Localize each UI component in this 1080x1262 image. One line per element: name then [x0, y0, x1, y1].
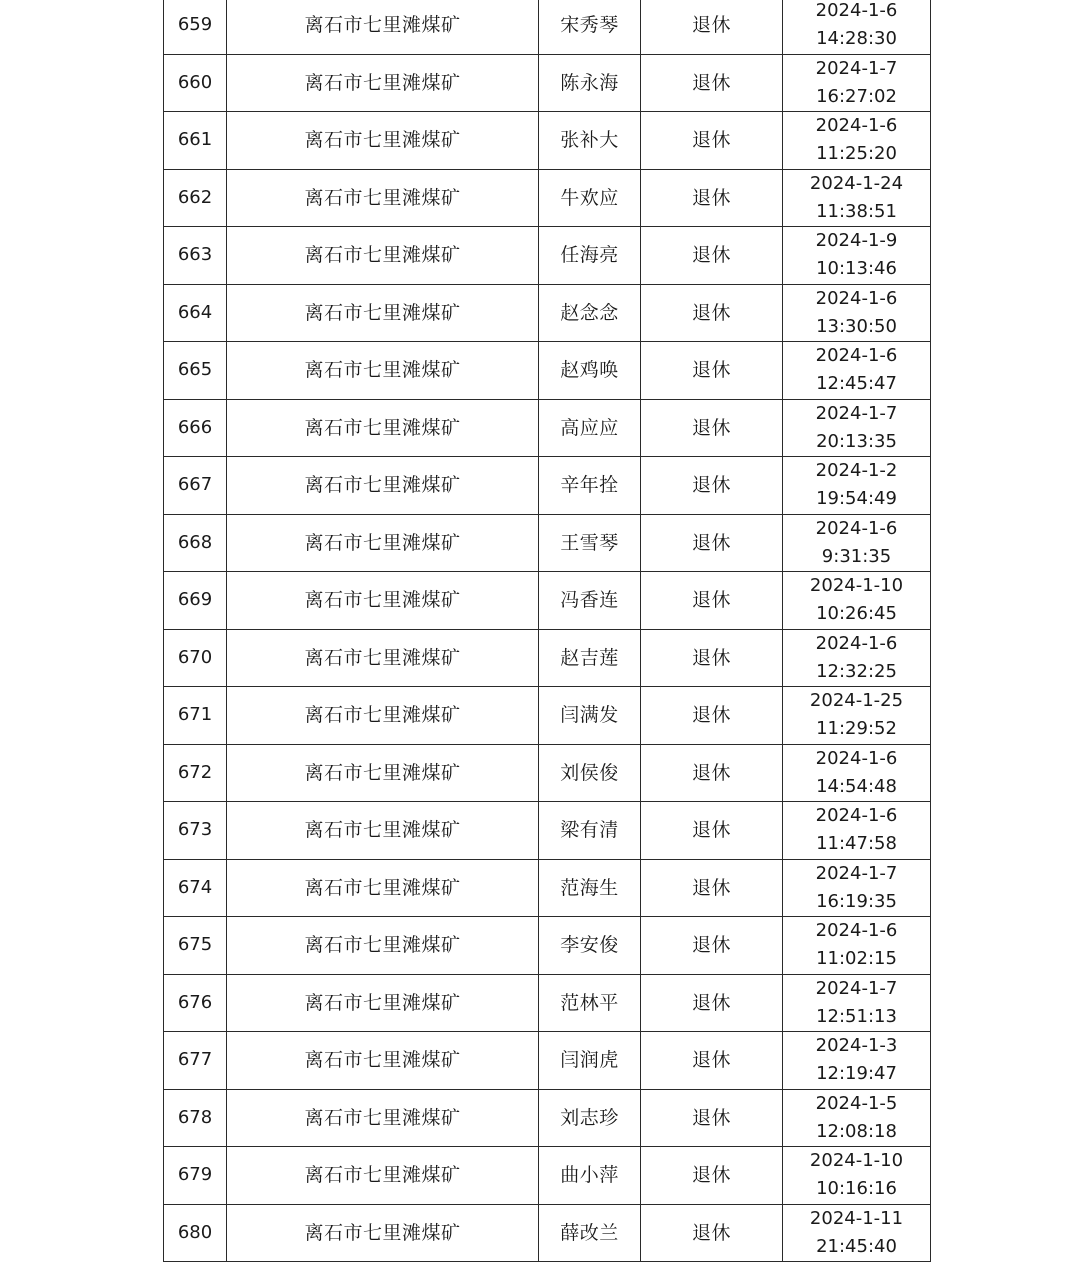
status-cell: 退休 — [641, 54, 783, 112]
name-cell: 赵鸡唤 — [539, 342, 641, 400]
table-row — [164, 1147, 931, 1205]
unit-cell: 离石市七里滩煤矿 — [227, 1089, 539, 1147]
time-text: 10:13:46 — [816, 258, 897, 280]
table-row — [164, 169, 931, 227]
datetime-cell — [783, 284, 931, 342]
row-number-cell: 677 — [164, 1032, 227, 1090]
table-row — [164, 0, 931, 54]
status-cell: 退休 — [641, 342, 783, 400]
row-number-cell: 672 — [164, 744, 227, 802]
time-text: 12:32:25 — [816, 660, 897, 682]
name-cell: 曲小萍 — [539, 1147, 641, 1205]
name-cell: 赵念念 — [539, 284, 641, 342]
datetime-cell — [783, 342, 931, 400]
status-cell: 退休 — [641, 169, 783, 227]
status-cell: 退休 — [641, 0, 783, 54]
datetime-cell — [783, 1032, 931, 1090]
row-number-cell: 675 — [164, 917, 227, 975]
date-text: 2024-1-6 — [815, 345, 898, 367]
unit-cell: 离石市七里滩煤矿 — [227, 112, 539, 170]
name-cell: 闫满发 — [539, 687, 641, 745]
name-cell: 高应应 — [539, 399, 641, 457]
name-cell: 闫润虎 — [539, 1032, 641, 1090]
name-cell: 刘侯俊 — [539, 744, 641, 802]
time-text: 12:19:47 — [816, 1063, 897, 1085]
row-number-cell: 676 — [164, 974, 227, 1032]
date-text: 2024-1-6 — [815, 0, 898, 22]
time-text: 12:45:47 — [816, 373, 897, 395]
name-cell: 任海亮 — [539, 227, 641, 285]
datetime-cell — [783, 54, 931, 112]
row-number-cell: 659 — [164, 0, 227, 54]
date-text: 2024-1-25 — [809, 690, 904, 712]
date-text: 2024-1-6 — [815, 747, 898, 769]
datetime-cell — [783, 457, 931, 515]
unit-cell: 离石市七里滩煤矿 — [227, 859, 539, 917]
datetime-cell — [783, 169, 931, 227]
row-number-cell: 662 — [164, 169, 227, 227]
date-text: 2024-1-5 — [815, 1092, 898, 1114]
unit-cell: 离石市七里滩煤矿 — [227, 1032, 539, 1090]
row-number-cell: 668 — [164, 514, 227, 572]
retiree-list-table — [163, 0, 931, 1262]
time-text: 13:30:50 — [816, 315, 897, 337]
time-text: 11:47:58 — [816, 833, 897, 855]
name-cell: 范林平 — [539, 974, 641, 1032]
table-row — [164, 457, 931, 515]
row-number-cell: 661 — [164, 112, 227, 170]
unit-cell: 离石市七里滩煤矿 — [227, 974, 539, 1032]
time-text: 21:45:40 — [816, 1235, 897, 1257]
date-text: 2024-1-2 — [815, 460, 898, 482]
table-row — [164, 802, 931, 860]
table-row — [164, 859, 931, 917]
unit-cell: 离石市七里滩煤矿 — [227, 917, 539, 975]
datetime-cell — [783, 802, 931, 860]
name-cell: 李安俊 — [539, 917, 641, 975]
datetime-cell — [783, 744, 931, 802]
table-row — [164, 687, 931, 745]
name-cell: 刘志珍 — [539, 1089, 641, 1147]
unit-cell: 离石市七里滩煤矿 — [227, 169, 539, 227]
unit-cell: 离石市七里滩煤矿 — [227, 0, 539, 54]
unit-cell: 离石市七里滩煤矿 — [227, 342, 539, 400]
date-text: 2024-1-10 — [809, 575, 904, 597]
date-text: 2024-1-3 — [815, 1035, 898, 1057]
unit-cell: 离石市七里滩煤矿 — [227, 629, 539, 687]
date-text: 2024-1-6 — [815, 287, 898, 309]
unit-cell: 离石市七里滩煤矿 — [227, 802, 539, 860]
table-row — [164, 399, 931, 457]
date-text: 2024-1-6 — [815, 805, 898, 827]
date-text: 2024-1-9 — [815, 230, 898, 252]
datetime-cell — [783, 227, 931, 285]
name-cell: 王雪琴 — [539, 514, 641, 572]
time-text: 12:08:18 — [816, 1120, 897, 1142]
status-cell: 退休 — [641, 744, 783, 802]
table-row — [164, 514, 931, 572]
table-row — [164, 1204, 931, 1262]
name-cell: 辛年拴 — [539, 457, 641, 515]
name-cell: 宋秀琴 — [539, 0, 641, 54]
unit-cell: 离石市七里滩煤矿 — [227, 54, 539, 112]
status-cell: 退休 — [641, 629, 783, 687]
table-row — [164, 1032, 931, 1090]
status-cell: 退休 — [641, 859, 783, 917]
name-cell: 张补大 — [539, 112, 641, 170]
row-number-cell: 666 — [164, 399, 227, 457]
name-cell: 梁有清 — [539, 802, 641, 860]
date-text: 2024-1-11 — [809, 1207, 904, 1229]
name-cell: 冯香连 — [539, 572, 641, 630]
date-text: 2024-1-7 — [815, 57, 898, 79]
name-cell: 陈永海 — [539, 54, 641, 112]
status-cell: 退休 — [641, 572, 783, 630]
datetime-cell — [783, 1147, 931, 1205]
time-text: 10:26:45 — [816, 603, 897, 625]
name-cell: 薛改兰 — [539, 1204, 641, 1262]
table-row — [164, 572, 931, 630]
datetime-cell — [783, 399, 931, 457]
time-text: 16:19:35 — [816, 890, 897, 912]
date-text: 2024-1-10 — [809, 1150, 904, 1172]
unit-cell: 离石市七里滩煤矿 — [227, 1147, 539, 1205]
table-row — [164, 1089, 931, 1147]
datetime-cell — [783, 974, 931, 1032]
row-number-cell: 679 — [164, 1147, 227, 1205]
row-number-cell: 670 — [164, 629, 227, 687]
unit-cell: 离石市七里滩煤矿 — [227, 514, 539, 572]
datetime-cell — [783, 1089, 931, 1147]
datetime-cell — [783, 1204, 931, 1262]
time-text: 16:27:02 — [816, 85, 897, 107]
row-number-cell: 665 — [164, 342, 227, 400]
date-text: 2024-1-24 — [809, 172, 904, 194]
status-cell: 退休 — [641, 514, 783, 572]
status-cell: 退休 — [641, 112, 783, 170]
status-cell: 退休 — [641, 1089, 783, 1147]
table-row — [164, 629, 931, 687]
time-text: 11:25:20 — [816, 143, 897, 165]
date-text: 2024-1-6 — [815, 632, 898, 654]
unit-cell: 离石市七里滩煤矿 — [227, 457, 539, 515]
status-cell: 退休 — [641, 917, 783, 975]
status-cell: 退休 — [641, 1204, 783, 1262]
table-row — [164, 54, 931, 112]
datetime-cell — [783, 629, 931, 687]
date-text: 2024-1-6 — [815, 115, 898, 137]
date-text: 2024-1-6 — [815, 920, 898, 942]
unit-cell: 离石市七里滩煤矿 — [227, 227, 539, 285]
time-text: 12:51:13 — [816, 1005, 897, 1027]
time-text: 9:31:35 — [821, 545, 892, 567]
name-cell: 赵吉莲 — [539, 629, 641, 687]
status-cell: 退休 — [641, 687, 783, 745]
time-text: 14:54:48 — [816, 775, 897, 797]
unit-cell: 离石市七里滩煤矿 — [227, 399, 539, 457]
status-cell: 退休 — [641, 974, 783, 1032]
unit-cell: 离石市七里滩煤矿 — [227, 572, 539, 630]
row-number-cell: 673 — [164, 802, 227, 860]
status-cell: 退休 — [641, 227, 783, 285]
row-number-cell: 663 — [164, 227, 227, 285]
date-text: 2024-1-7 — [815, 862, 898, 884]
row-number-cell: 671 — [164, 687, 227, 745]
date-text: 2024-1-6 — [815, 517, 898, 539]
status-cell: 退休 — [641, 399, 783, 457]
status-cell: 退休 — [641, 284, 783, 342]
time-text: 20:13:35 — [816, 430, 897, 452]
datetime-cell — [783, 917, 931, 975]
row-number-cell: 667 — [164, 457, 227, 515]
table-body — [164, 0, 931, 1262]
time-text: 19:54:49 — [816, 488, 897, 510]
table-row — [164, 227, 931, 285]
datetime-cell — [783, 514, 931, 572]
row-number-cell: 680 — [164, 1204, 227, 1262]
unit-cell: 离石市七里滩煤矿 — [227, 687, 539, 745]
table-row — [164, 744, 931, 802]
status-cell: 退休 — [641, 1147, 783, 1205]
time-text: 11:29:52 — [816, 718, 897, 740]
row-number-cell: 660 — [164, 54, 227, 112]
date-text: 2024-1-7 — [815, 977, 898, 999]
status-cell: 退休 — [641, 1032, 783, 1090]
row-number-cell: 664 — [164, 284, 227, 342]
status-cell: 退休 — [641, 802, 783, 860]
unit-cell: 离石市七里滩煤矿 — [227, 744, 539, 802]
row-number-cell: 674 — [164, 859, 227, 917]
table-row — [164, 974, 931, 1032]
datetime-cell — [783, 112, 931, 170]
unit-cell: 离石市七里滩煤矿 — [227, 284, 539, 342]
datetime-cell — [783, 859, 931, 917]
table-row — [164, 917, 931, 975]
name-cell: 范海生 — [539, 859, 641, 917]
datetime-cell — [783, 687, 931, 745]
name-cell: 牛欢应 — [539, 169, 641, 227]
table-row — [164, 342, 931, 400]
date-text: 2024-1-7 — [815, 402, 898, 424]
status-cell: 退休 — [641, 457, 783, 515]
time-text: 10:16:16 — [816, 1178, 897, 1200]
time-text: 14:28:30 — [816, 28, 897, 50]
table-row — [164, 112, 931, 170]
unit-cell: 离石市七里滩煤矿 — [227, 1204, 539, 1262]
row-number-cell: 669 — [164, 572, 227, 630]
row-number-cell: 678 — [164, 1089, 227, 1147]
time-text: 11:02:15 — [816, 948, 897, 970]
table-row — [164, 284, 931, 342]
datetime-cell — [783, 572, 931, 630]
time-text: 11:38:51 — [816, 200, 897, 222]
datetime-cell — [783, 0, 931, 54]
retiree-list-table-wrapper — [163, 0, 927, 1262]
